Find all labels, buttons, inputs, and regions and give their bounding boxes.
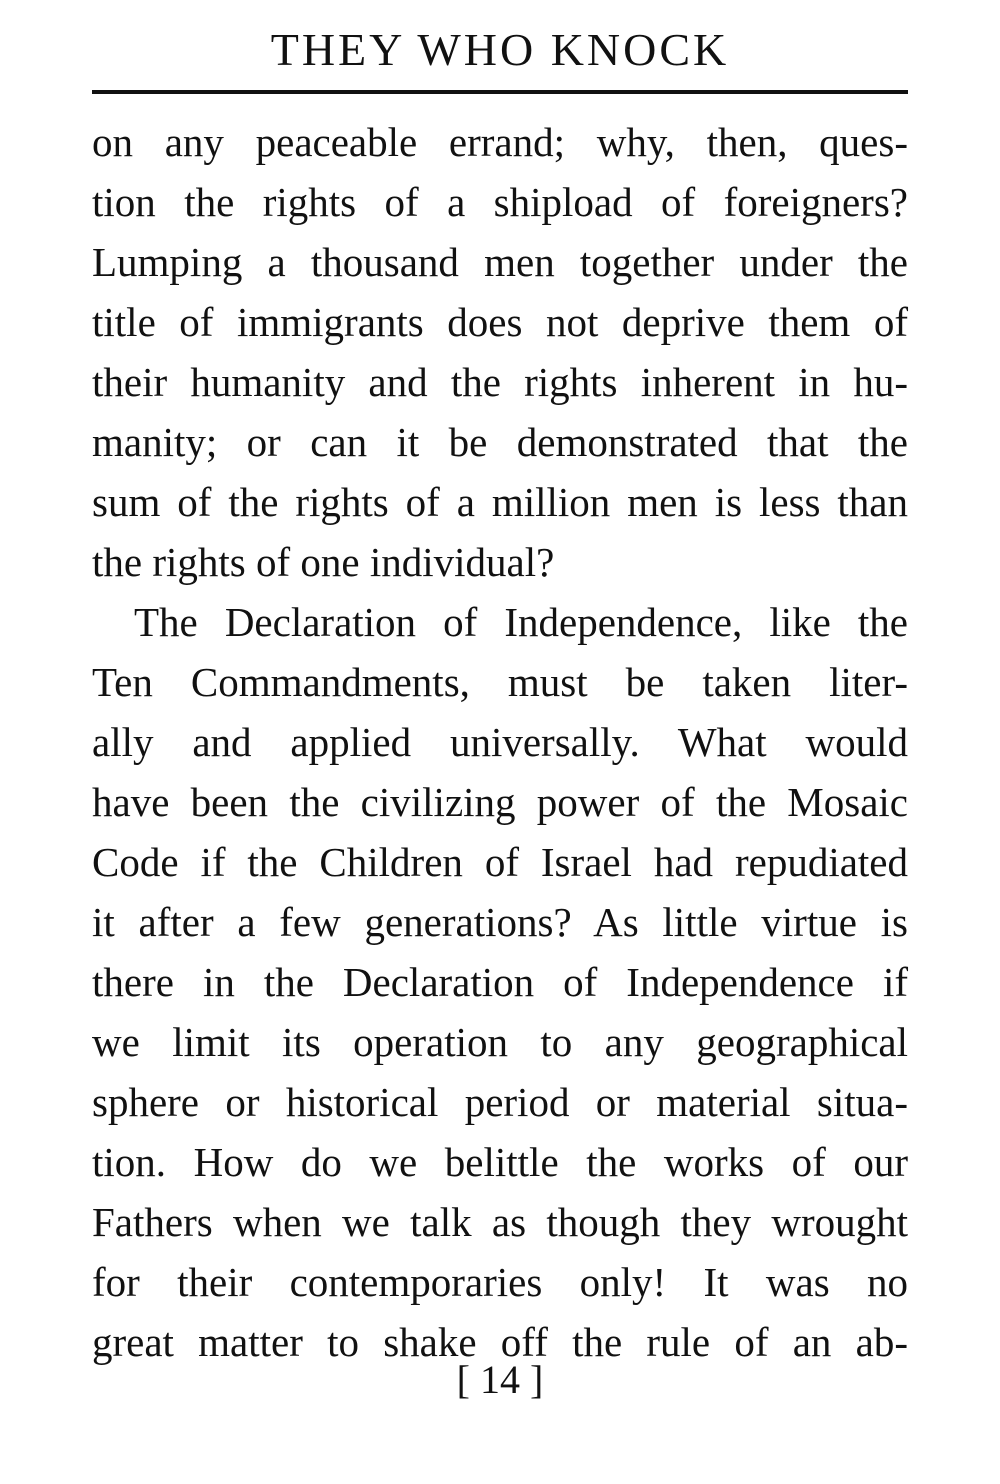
paragraph-first-line: The Declaration of Independence, like the: [134, 599, 908, 645]
text-line: the rights of one individual?: [92, 539, 555, 585]
text-line: on any peaceable errand; why, then, ques-: [92, 119, 908, 165]
text-line: tion the rights of a shipload of foreigners?: [92, 179, 908, 225]
text-line: sum of the rights of a million men is less than: [92, 479, 908, 525]
text-line: for their contemporaries only! It was no: [92, 1259, 908, 1305]
text-line: great matter to shake off the rule of an ab-: [92, 1319, 908, 1365]
text-line: Ten Commandments, must be taken liter-: [92, 659, 908, 705]
text-line: Fathers when we talk as though they wrought: [92, 1199, 908, 1245]
running-head: THEY WHO KNOCK: [270, 24, 730, 75]
text-line: have been the civilizing power of the Mosaic: [92, 779, 908, 825]
text-line: we limit its operation to any geographical: [92, 1019, 908, 1065]
text-line: sphere or historical period or material situa-: [92, 1079, 908, 1125]
text-line: ally and applied universally. What would: [92, 719, 908, 765]
text-line: title of immigrants does not deprive them of: [92, 299, 908, 345]
text-line: Lumping a thousand men together under the: [92, 239, 908, 285]
text-line: tion. How do we belittle the works of our: [92, 1139, 908, 1185]
text-line: manity; or can it be demonstrated that the: [92, 419, 908, 465]
text-line: there in the Declaration of Independence if: [92, 959, 908, 1005]
text-line: Code if the Children of Israel had repudiated: [92, 839, 908, 885]
body-text: [92, 112, 908, 1372]
page-number: [ 14 ]: [456, 1357, 544, 1402]
text-line: their humanity and the rights inherent in hu-: [92, 359, 908, 405]
header-rule: [92, 90, 908, 94]
text-line: it after a few generations? As little virtue is: [92, 899, 908, 945]
